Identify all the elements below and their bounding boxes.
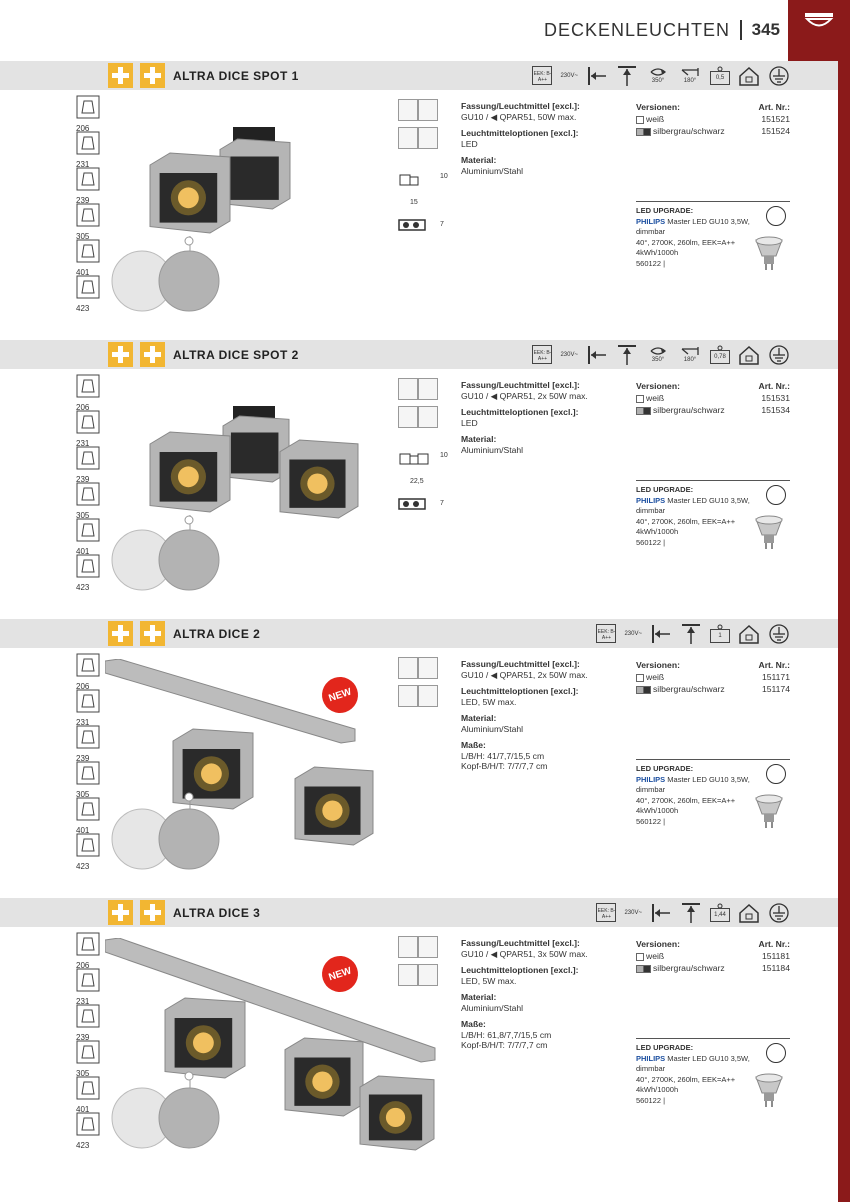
installation-icon	[76, 482, 102, 518]
upgrade-text: dimmbar	[636, 785, 666, 794]
material-heading: Material:	[461, 992, 497, 1002]
led-upgrade-box	[636, 201, 790, 269]
weight-icon: 0,5	[710, 63, 730, 88]
installation-icon	[76, 446, 102, 482]
upgrade-text: 4kWh/1000h	[636, 806, 679, 815]
upgrade-text: 40°, 2700K, 260lm, EEK=A++	[636, 1074, 736, 1084]
page-number: 345	[751, 20, 780, 39]
certificate-icon	[398, 936, 418, 958]
upgrade-heading: LED UPGRADE:	[636, 764, 694, 773]
upgrade-text: 40°, 2700K, 260lm, EEK=A++	[636, 516, 736, 526]
product-specs	[461, 938, 631, 1057]
ceiling-mount-icon	[680, 900, 702, 925]
grey-color-swatch	[159, 809, 219, 869]
icon-number: 423	[76, 304, 90, 313]
rotation-icon: 350°	[646, 342, 670, 367]
art-heading: Art. Nr.:	[758, 102, 790, 112]
white-swatch	[636, 953, 644, 961]
socket-heading: Fassung/Leuchtmittel [excl.]:	[461, 659, 580, 669]
icon-number: 239	[76, 196, 90, 205]
dimmer-icon	[766, 485, 786, 505]
version-art: 151174	[761, 684, 790, 694]
version-name: weiß	[646, 951, 665, 961]
dimension-label: 7	[440, 500, 444, 507]
upgrade-art-number: 560122 |	[636, 1095, 666, 1105]
dimmer-icon	[766, 1043, 786, 1063]
installation-icon	[76, 1004, 102, 1040]
energy-label-icon: EEK: B-A++	[532, 66, 552, 85]
ceiling-lamp-icon	[802, 10, 836, 32]
led-text: LED	[461, 417, 478, 428]
dimmer-icon	[766, 206, 786, 226]
ceiling-mount-icon	[680, 621, 702, 646]
versions-heading: Versionen:	[636, 939, 680, 949]
certificate-icon	[398, 99, 418, 121]
page-header	[0, 0, 850, 62]
product-bar	[0, 619, 838, 648]
installation-icon	[76, 653, 102, 689]
philips-logo: PHILIPS	[636, 216, 666, 226]
voltage-label: 230V~	[560, 351, 578, 358]
installation-icon	[76, 1112, 102, 1148]
certificate-icon	[418, 936, 438, 958]
icon-number: 305	[76, 511, 90, 520]
versions-table	[636, 659, 790, 695]
version-row[interactable]	[636, 962, 790, 974]
socket-heading: Fassung/Leuchtmittel [excl.]:	[461, 101, 580, 111]
voltage-label: 230V~	[560, 72, 578, 79]
art-heading: Art. Nr.:	[758, 939, 790, 949]
icon-number: 231	[76, 718, 90, 727]
certification-column	[398, 378, 448, 528]
certificate-icon	[418, 127, 438, 149]
ground-icon	[768, 63, 790, 88]
philips-logo: PHILIPS	[636, 774, 666, 784]
certificate-icon	[418, 99, 438, 121]
led-text: LED	[461, 138, 478, 149]
philips-logo: PHILIPS	[636, 1053, 666, 1063]
dims-text: Kopf-B/H/T: 7/7/7,7 cm	[461, 761, 548, 771]
certificate-icon	[398, 685, 418, 707]
led-text: LED, 5W max.	[461, 975, 517, 986]
certification-column	[398, 657, 438, 713]
installation-icon	[76, 131, 102, 167]
socket-text: GU10 / ◀ QPAR51, 50W max.	[461, 111, 577, 122]
product-specs	[461, 659, 631, 778]
version-name: silbergrau/schwarz	[653, 684, 725, 694]
energy-label-icon: EEK: B-A++	[532, 345, 552, 364]
product-section	[0, 619, 838, 899]
dimmer-icon	[766, 764, 786, 784]
dims-text: Kopf-B/H/T: 7/7/7,7 cm	[461, 1040, 548, 1050]
upgrade-text: dimmbar	[636, 1064, 666, 1073]
product-title: ALTRA DICE SPOT 2	[173, 348, 299, 362]
dims-heading: Maße:	[461, 740, 486, 750]
led-text: LED, 5W max.	[461, 696, 517, 707]
icon-number: 231	[76, 439, 90, 448]
upgrade-text: Master LED GU10 3,5W,	[667, 774, 750, 784]
version-art: 151181	[761, 951, 790, 961]
icon-number: 231	[76, 997, 90, 1006]
version-art: 151531	[761, 393, 790, 403]
wall-mount-icon	[586, 342, 608, 367]
version-name: silbergrau/schwarz	[653, 126, 725, 136]
certificate-icon	[398, 127, 418, 149]
upgrade-art-number: 560122 |	[636, 816, 666, 826]
led-heading: Leuchtmitteloptionen [excl.]:	[461, 686, 579, 696]
rotation-icon: 350°	[646, 63, 670, 88]
art-heading: Art. Nr.:	[758, 381, 790, 391]
plus-icon	[108, 900, 133, 925]
upgrade-heading: LED UPGRADE:	[636, 1043, 694, 1052]
dims-heading: Maße:	[461, 1019, 486, 1029]
product-image	[105, 380, 445, 615]
version-row[interactable]	[636, 125, 790, 137]
plus-icon	[108, 621, 133, 646]
dimension-drawing	[398, 448, 448, 528]
upgrade-text: Master LED GU10 3,5W,	[667, 216, 750, 226]
dims-text: L/B/H: 61,8/7,7/15,5 cm	[461, 1029, 552, 1040]
led-heading: Leuchtmitteloptionen [excl.]:	[461, 407, 579, 417]
upgrade-art-number: 560122 |	[636, 258, 666, 268]
grey-color-swatch	[159, 1088, 219, 1148]
certificate-icon	[418, 406, 438, 428]
versions-table	[636, 938, 790, 974]
plus-icon	[140, 342, 165, 367]
led-bulb-icon	[752, 794, 786, 830]
installation-icons	[76, 95, 102, 311]
side-bar	[838, 62, 850, 1202]
icon-number: 401	[76, 547, 90, 556]
weight-icon: 1	[710, 621, 730, 646]
installation-icon	[76, 968, 102, 1004]
icon-number: 305	[76, 232, 90, 241]
lamp-drawing	[105, 938, 445, 1168]
installation-icons	[76, 932, 102, 1148]
feature-icons	[596, 621, 790, 646]
certificate-icon	[398, 378, 418, 400]
house-plug-icon	[738, 621, 760, 646]
installation-icon	[76, 1076, 102, 1112]
philips-logo: PHILIPS	[636, 495, 666, 505]
upgrade-text: Master LED GU10 3,5W,	[667, 495, 750, 505]
version-art: 151171	[761, 672, 790, 682]
certificate-icon	[398, 657, 418, 679]
feature-icons	[596, 900, 790, 925]
ground-icon	[768, 342, 790, 367]
tilt-icon: 180°	[678, 342, 702, 367]
chapter-tab[interactable]	[788, 0, 850, 62]
product-bar	[0, 61, 838, 90]
led-bulb-icon	[752, 1073, 786, 1109]
art-heading: Art. Nr.:	[758, 660, 790, 670]
material-text: Aluminium/Stahl	[461, 1002, 524, 1013]
installation-icon	[76, 761, 102, 797]
certificate-icon	[398, 406, 418, 428]
product-bar	[0, 340, 838, 369]
installation-icons	[76, 653, 102, 869]
icon-number: 423	[76, 583, 90, 592]
upgrade-art-number: 560122 |	[636, 537, 666, 547]
icon-number: 239	[76, 475, 90, 484]
socket-text: GU10 / ◀ QPAR51, 2x 50W max.	[461, 669, 588, 680]
new-badge: NEW	[317, 672, 362, 717]
installation-icon	[76, 275, 102, 311]
version-name: silbergrau/schwarz	[653, 963, 725, 973]
product-title: ALTRA DICE SPOT 1	[173, 69, 299, 83]
house-plug-icon	[738, 342, 760, 367]
socket-heading: Fassung/Leuchtmittel [excl.]:	[461, 938, 580, 948]
icon-number: 231	[76, 160, 90, 169]
icon-number: 401	[76, 268, 90, 277]
weight-icon: 0,78	[710, 342, 730, 367]
material-heading: Material:	[461, 155, 497, 165]
grey-color-swatch	[159, 530, 219, 590]
version-name: weiß	[646, 393, 665, 403]
icon-number: 423	[76, 1141, 90, 1150]
product-image	[105, 101, 445, 336]
installation-icon	[76, 410, 102, 446]
black-swatch	[643, 128, 651, 136]
dimension-label: 10	[440, 452, 448, 459]
version-art: 151534	[761, 405, 790, 415]
installation-icon	[76, 725, 102, 761]
upgrade-text: Master LED GU10 3,5W,	[667, 1053, 750, 1063]
material-text: Aluminium/Stahl	[461, 165, 524, 176]
led-bulb-icon	[752, 515, 786, 551]
voltage-label: 230V~	[624, 630, 642, 637]
versions-table	[636, 380, 790, 416]
version-row[interactable]	[636, 950, 790, 962]
upgrade-heading: LED UPGRADE:	[636, 206, 694, 215]
wall-mount-icon	[650, 900, 672, 925]
led-upgrade-box	[636, 1038, 790, 1106]
version-art: 151524	[761, 126, 790, 136]
icon-number: 206	[76, 403, 90, 412]
feature-icons	[532, 342, 790, 367]
ground-icon	[768, 900, 790, 925]
product-bar	[0, 898, 838, 927]
icon-number: 239	[76, 1033, 90, 1042]
feature-icons	[532, 63, 790, 88]
led-upgrade-box	[636, 759, 790, 827]
material-heading: Material:	[461, 713, 497, 723]
version-row[interactable]	[636, 113, 790, 125]
certification-column	[398, 936, 438, 992]
plus-icon	[108, 63, 133, 88]
dimension-label: 10	[440, 173, 448, 180]
energy-label-icon: EEK: B-A++	[596, 624, 616, 643]
certificate-icon	[418, 685, 438, 707]
ground-icon	[768, 621, 790, 646]
upgrade-text: 40°, 2700K, 260lm, EEK=A++	[636, 795, 736, 805]
led-heading: Leuchtmitteloptionen [excl.]:	[461, 965, 579, 975]
white-swatch	[636, 395, 644, 403]
icon-number: 423	[76, 862, 90, 871]
installation-icons	[76, 374, 102, 590]
product-title: ALTRA DICE 2	[173, 627, 261, 641]
wall-mount-icon	[586, 63, 608, 88]
upgrade-text: 4kWh/1000h	[636, 1085, 679, 1094]
socket-text: GU10 / ◀ QPAR51, 2x 50W max.	[461, 390, 588, 401]
plus-icon	[140, 900, 165, 925]
product-title: ALTRA DICE 3	[173, 906, 261, 920]
weight-icon: 1,44	[710, 900, 730, 925]
ceiling-mount-icon	[616, 342, 638, 367]
versions-heading: Versionen:	[636, 102, 680, 112]
page-title: DECKENLEUCHTEN	[543, 20, 730, 40]
icon-number: 239	[76, 754, 90, 763]
white-swatch	[636, 674, 644, 682]
certificate-icon	[418, 657, 438, 679]
led-upgrade-box	[636, 480, 790, 548]
version-art: 151184	[761, 963, 790, 973]
wall-mount-icon	[650, 621, 672, 646]
lamp-drawing	[105, 101, 445, 331]
certificate-icon	[418, 378, 438, 400]
house-plug-icon	[738, 63, 760, 88]
socket-text: GU10 / ◀ QPAR51, 3x 50W max.	[461, 948, 588, 959]
installation-icon	[76, 689, 102, 725]
product-image	[105, 659, 445, 894]
icon-number: 206	[76, 682, 90, 691]
upgrade-text: 40°, 2700K, 260lm, EEK=A++	[636, 237, 736, 247]
icon-number: 206	[76, 124, 90, 133]
black-swatch	[643, 965, 651, 973]
black-swatch	[643, 686, 651, 694]
white-swatch	[636, 116, 644, 124]
installation-icon	[76, 518, 102, 554]
house-plug-icon	[738, 900, 760, 925]
installation-icon	[76, 203, 102, 239]
product-specs	[461, 380, 631, 461]
upgrade-text: 4kWh/1000h	[636, 248, 679, 257]
dimension-label: 22,5	[410, 478, 424, 485]
certification-column	[398, 99, 448, 249]
material-heading: Material:	[461, 434, 497, 444]
material-text: Aluminium/Stahl	[461, 444, 524, 455]
dimension-label: 15	[410, 199, 418, 206]
tilt-icon: 180°	[678, 63, 702, 88]
dimension-label: 7	[440, 221, 444, 228]
product-image	[105, 938, 445, 1173]
installation-icon	[76, 374, 102, 410]
lamp-drawing	[105, 380, 445, 610]
installation-icon	[76, 95, 102, 131]
certificate-icon	[418, 964, 438, 986]
icon-number: 305	[76, 790, 90, 799]
energy-label-icon: EEK: B-A++	[596, 903, 616, 922]
dims-text: L/B/H: 41/7,7/15,5 cm	[461, 750, 545, 761]
product-section	[0, 898, 838, 1178]
material-text: Aluminium/Stahl	[461, 723, 524, 734]
icon-number: 305	[76, 1069, 90, 1078]
icon-number: 401	[76, 1105, 90, 1114]
upgrade-text: 4kWh/1000h	[636, 527, 679, 536]
version-row[interactable]	[636, 404, 790, 416]
black-swatch	[643, 407, 651, 415]
led-heading: Leuchtmitteloptionen [excl.]:	[461, 128, 579, 138]
product-section	[0, 340, 838, 620]
dimension-drawing	[398, 169, 448, 249]
plus-icon	[140, 63, 165, 88]
plus-icon	[140, 621, 165, 646]
version-name: weiß	[646, 114, 665, 124]
product-specs	[461, 101, 631, 182]
product-section	[0, 61, 838, 341]
version-art: 151521	[761, 114, 790, 124]
installation-icon	[76, 833, 102, 869]
version-row[interactable]	[636, 683, 790, 695]
ceiling-mount-icon	[616, 63, 638, 88]
voltage-label: 230V~	[624, 909, 642, 916]
plus-icon	[108, 342, 133, 367]
version-row[interactable]	[636, 392, 790, 404]
version-name: weiß	[646, 672, 665, 682]
new-badge: NEW	[317, 951, 362, 996]
installation-icon	[76, 167, 102, 203]
version-name: silbergrau/schwarz	[653, 405, 725, 415]
icon-number: 401	[76, 826, 90, 835]
upgrade-heading: LED UPGRADE:	[636, 485, 694, 494]
installation-icon	[76, 1040, 102, 1076]
installation-icon	[76, 932, 102, 968]
versions-heading: Versionen:	[636, 660, 680, 670]
lamp-drawing	[105, 659, 445, 889]
upgrade-text: dimmbar	[636, 506, 666, 515]
version-row[interactable]	[636, 671, 790, 683]
versions-heading: Versionen:	[636, 381, 680, 391]
grey-color-swatch	[159, 251, 219, 311]
versions-table	[636, 101, 790, 137]
header-divider	[740, 20, 742, 40]
installation-icon	[76, 554, 102, 590]
icon-number: 206	[76, 961, 90, 970]
socket-heading: Fassung/Leuchtmittel [excl.]:	[461, 380, 580, 390]
led-bulb-icon	[752, 236, 786, 272]
certificate-icon	[398, 964, 418, 986]
upgrade-text: dimmbar	[636, 227, 666, 236]
installation-icon	[76, 797, 102, 833]
installation-icon	[76, 239, 102, 275]
